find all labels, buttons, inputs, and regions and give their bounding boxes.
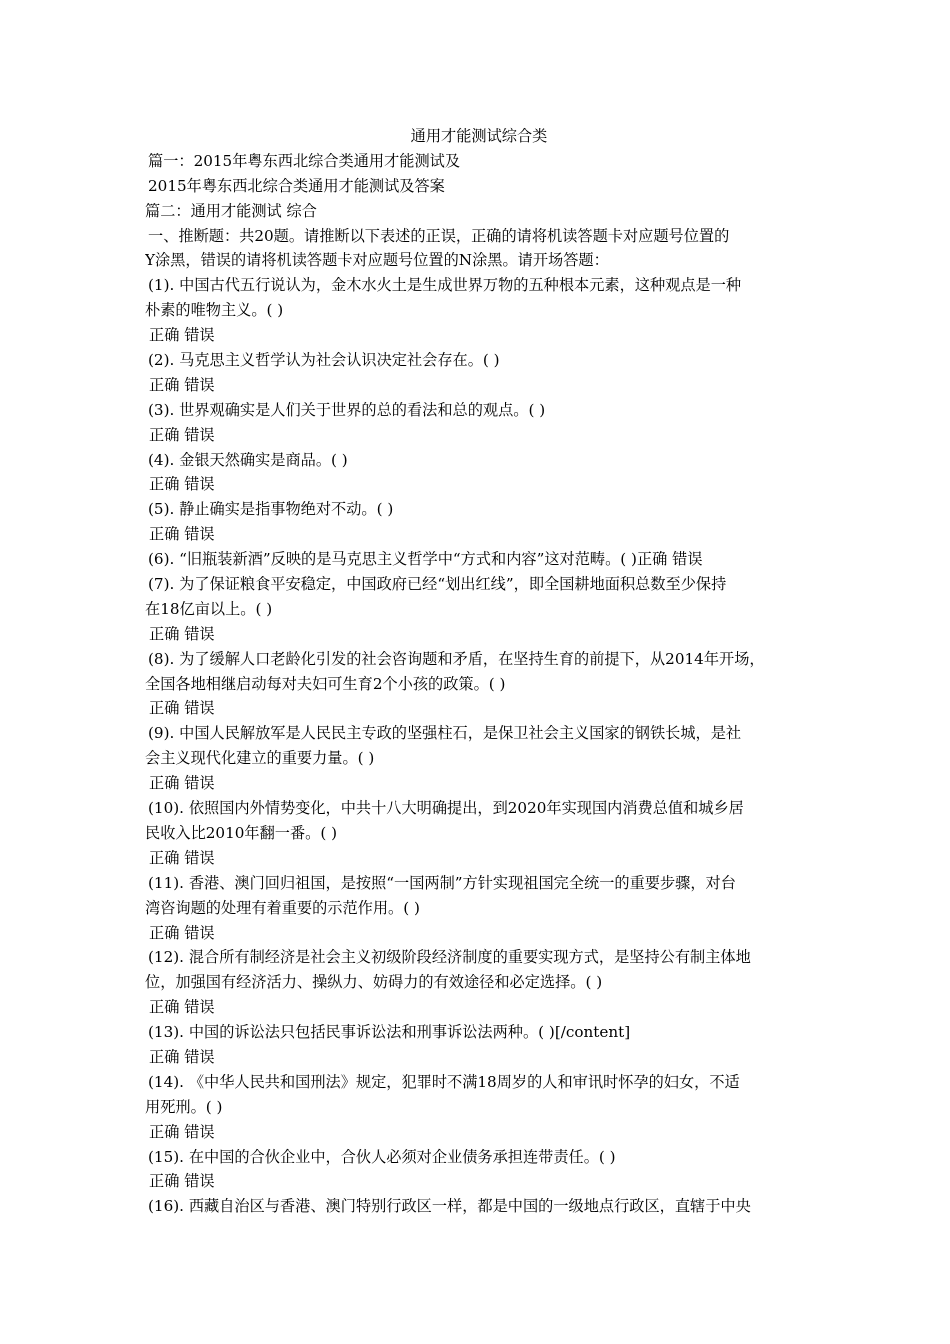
text-line: 一、推断题：共20题。请推断以下表述的正误，正确的请将机读答题卡对应题号位置的: [148, 226, 730, 245]
question-item: (7). 为了保证粮食平安稳定，中国政府已经“划出红线”，即全国耕地面积总数至少保持: [148, 575, 727, 594]
text-line: 会主义现代化建立的重要力量。( ): [145, 749, 375, 768]
question-item: (3). 世界观确实是人们关于世界的总的看法和总的观点。( ): [148, 400, 546, 419]
answer-options: 正确 错误: [149, 326, 215, 345]
text-line: 民收入比2010年翻一番。( ): [145, 823, 338, 842]
question-item: (13). 中国的诉讼法只包括民事诉讼法和刑事诉讼法两种。( )[/content]: [148, 1023, 631, 1042]
question-item: (11). 香港、澳门回归祖国，是按照“一国两制”方针实现祖国完全统一的重要步骤，对台: [148, 873, 736, 892]
answer-options: 正确 错误: [149, 923, 215, 942]
text-line: 篇二：通用才能测试 综合: [145, 201, 317, 220]
text-line: 在18亿亩以上。( ): [145, 599, 273, 618]
answer-options: 正确 错误: [149, 774, 215, 793]
question-item: (4). 金银天然确实是商品。( ): [148, 450, 348, 469]
text-line: Y涂黑，错误的请将机读答题卡对应题号位置的N涂黑。请开场答题：: [145, 251, 609, 270]
question-item: (5). 静止确实是指事物绝对不动。( ): [148, 500, 394, 519]
question-item: (8). 为了缓解人口老龄化引发的社会咨询题和矛盾，在坚持生育的前提下，从2014年开场，: [148, 649, 765, 668]
question-item: (12). 混合所有制经济是社会主义初级阶段经济制度的重要实现方式，是坚持公有制主体地: [148, 948, 751, 967]
answer-options: 正确 错误: [149, 475, 215, 494]
question-item: (16). 西藏自治区与香港、澳门特别行政区一样，都是中国的一级地点行政区，直辖于中央: [148, 1197, 751, 1216]
text-line: 用死刑。( ): [145, 1097, 223, 1116]
answer-options: 正确 错误: [149, 1047, 215, 1066]
question-item: (9). 中国人民解放军是人民民主专政的坚强柱石，是保卫社会主义国家的钢铁长城，是社: [148, 724, 742, 743]
text-line: 位，加强国有经济活力、操纵力、妨碍力的有效途径和必定选择。( ): [145, 973, 603, 992]
question-item: (15). 在中国的合伙企业中，合伙人必须对企业债务承担连带责任。( ): [148, 1147, 616, 1166]
text-line: 全国各地相继启动每对夫妇可生育2个小孩的政策。( ): [145, 674, 506, 693]
answer-options: 正确 错误: [149, 848, 215, 867]
answer-options: 正确 错误: [149, 1122, 215, 1141]
answer-options: 正确 错误: [149, 375, 215, 394]
question-item: (1). 中国古代五行说认为，金木水火土是生成世界万物的五种根本元素，这种观点是一种: [148, 276, 742, 295]
answer-options: 正确 错误: [149, 1172, 215, 1191]
document-title: 通用才能测试综合类: [410, 127, 548, 145]
answer-options: 正确 错误: [149, 624, 215, 643]
text-line: 篇一：2015年粤东西北综合类通用才能测试及: [148, 151, 461, 170]
answer-options: 正确 错误: [149, 998, 215, 1017]
text-line: 2015年粤东西北综合类通用才能测试及答案: [148, 176, 445, 195]
text-line: 朴素的唯物主义。( ): [145, 301, 284, 320]
answer-options: 正确 错误: [149, 425, 215, 444]
text-line: 湾咨询题的处理有着重要的示范作用。( ): [145, 898, 420, 917]
document-page: [145, 124, 813, 1219]
answer-options: 正确 错误: [149, 525, 215, 544]
answer-options: 正确 错误: [149, 699, 215, 718]
question-item: (10). 依照国内外情势变化，中共十八大明确提出，到2020年实现国内消费总值和城乡居: [148, 799, 744, 818]
question-item: (6). “旧瓶装新酒”反映的是马克思主义哲学中“方式和内容”这对范畴。( )正确 错误: [148, 550, 703, 569]
question-item: (2). 马克思主义哲学认为社会认识决定社会存在。( ): [148, 351, 500, 370]
question-item: (14). 《中华人民共和国刑法》规定，犯罪时不满18周岁的人和审讯时怀孕的妇女，不适: [148, 1072, 740, 1091]
